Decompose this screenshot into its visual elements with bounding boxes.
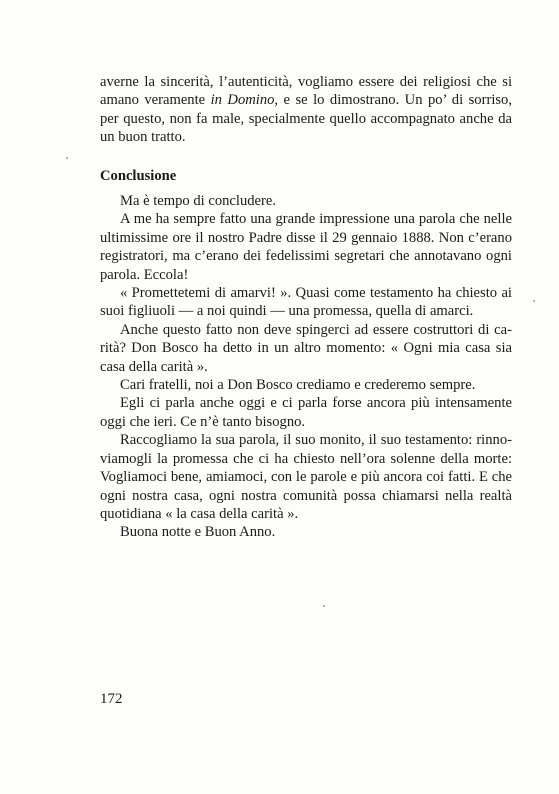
paragraph-8: Buona notte e Buon Anno. <box>120 524 276 541</box>
intro-italic-phrase: in Domino, <box>210 92 279 109</box>
paragraph-4: Anche questo fatto non deve spingerci ad essere costruttori di carità? Don Bosco ha detto in un altro momento: « Ogni mia casa sia casa della carità ». <box>100 321 512 375</box>
page-number: 172 <box>100 691 123 707</box>
paragraph-1: Ma è tempo di concludere. <box>120 193 277 209</box>
section-heading: Conclusione <box>100 168 177 184</box>
paper-speck <box>66 157 68 159</box>
paragraph-2: A me ha sempre fatto una grande impressione una parola che nelle ultimissime ore il nostro Padre disse il 29 gennaio 1888. Non c’erano registratori, ma c’erano dei fedelissimi segretari che annotavano ogni parola. Eccola! <box>100 211 512 283</box>
paragraph-6: Egli ci parla anche oggi e ci parla forse ancora più intensamente oggi che ieri. Ce n’è tanto bisogno. <box>100 395 512 430</box>
paragraph-7: Raccogliamo la sua parola, il suo monito, il suo testamento: rinnoviamogli la promessa che ci ha chiesto nell’ora solenne della morte: Vogliamoci bene, amiamoci, con le parole e più ancora coi fatti. E che ogni nostra casa, ogni nostra comunità possa chiamarsi nella realtà quotidiana « la casa della carità ». <box>100 432 512 522</box>
intro-text-before: averne la sincerità, l’autenticità, vogliamo essere dei religiosi che si amano veramente <box>100 74 512 109</box>
paper-speck <box>533 300 535 302</box>
intro-paragraph <box>100 73 512 147</box>
section-body <box>100 192 512 542</box>
intro-text <box>100 73 512 147</box>
paragraph-3: « Promettetemi di amarvi! ». Quasi come testamento ha chiesto ai suoi figliuoli — a noi quindi — una promessa, quella di amarci. <box>100 285 512 320</box>
paper-speck <box>323 605 325 607</box>
paragraph-5: Cari fratelli, noi a Don Bosco crediamo e crederemo sempre. <box>120 377 476 394</box>
intro-text-after: e se lo dimostrano. Un po’ di sorriso, per questo, non fa male, specialmente quello accompagnato anche da un buon tratto. <box>100 92 512 146</box>
